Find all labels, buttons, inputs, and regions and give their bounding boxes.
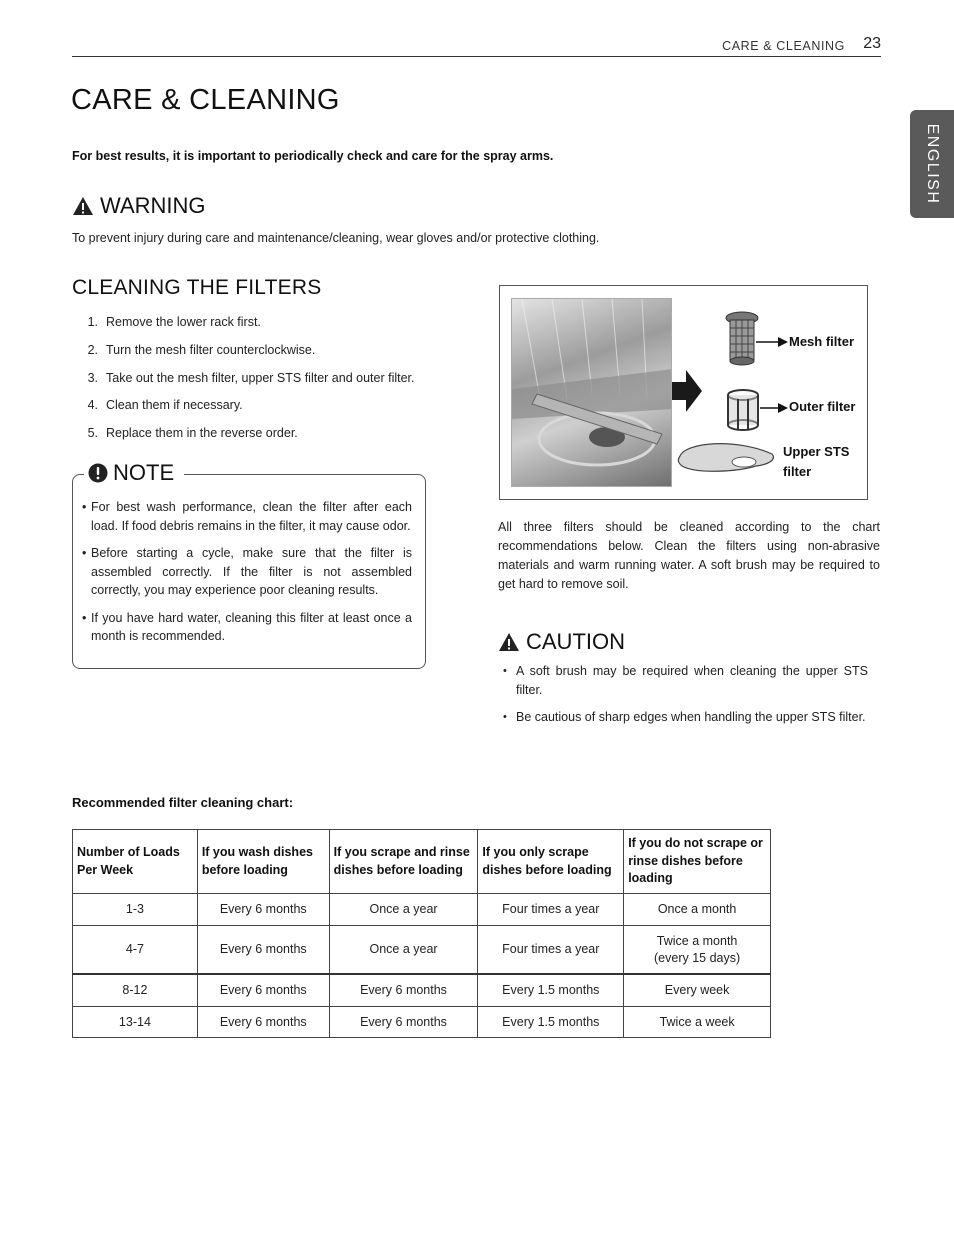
- dishwasher-interior-illustration: [511, 298, 672, 487]
- outer-filter-label: Outer filter: [789, 399, 856, 414]
- page-title: CARE & CLEANING: [71, 84, 340, 116]
- table-cell-line: (every 15 days): [654, 950, 741, 965]
- language-tab-label: ENGLISH: [924, 123, 941, 205]
- warning-icon: [72, 196, 94, 216]
- exclamation-icon: [88, 463, 108, 483]
- warning-heading: [72, 193, 206, 219]
- table-header: If you wash dishes before loading: [197, 830, 329, 894]
- upper-sts-filter-icon: [676, 440, 778, 476]
- pointer-arrow-icon: [756, 336, 788, 348]
- intro-text: For best results, it is important to periodically check and care for the spray arms.: [72, 149, 554, 163]
- filters-paragraph: All three filters should be cleaned according to the chart recommendations below. Clean the filters using non-abrasive materials and warm running water. A soft brush may be required to get hard to remove soil.: [498, 520, 880, 591]
- step-text: Clean them if necessary.: [106, 398, 243, 413]
- list-item: • For best wash performance, clean the filter after each load. If food debris remains in the filter, it may cause odor.: [82, 498, 412, 535]
- table-cell: 4-7: [73, 926, 198, 975]
- caution-list: [503, 662, 868, 735]
- upper-sts-filter-label: [783, 442, 849, 482]
- filter-cleaning-table: [72, 829, 771, 1038]
- chart-title: Recommended filter cleaning chart:: [72, 795, 294, 810]
- upper-sts-filter-label-line1: Upper STS: [783, 444, 850, 459]
- list-item: [72, 371, 472, 399]
- step-text: Take out the mesh filter, upper STS filter and outer filter.: [106, 370, 415, 385]
- page-number: 23: [863, 35, 881, 52]
- table-row: [73, 974, 771, 1007]
- table-cell: Once a year: [329, 894, 478, 926]
- caution-heading-label: CAUTION: [526, 629, 625, 654]
- step-number: 3.: [87, 370, 98, 385]
- table-cell: Once a month: [624, 894, 771, 926]
- note-heading: [84, 460, 184, 486]
- table-row: [73, 926, 771, 975]
- table-cell: [624, 926, 771, 975]
- caution-heading: [498, 629, 625, 655]
- step-number: 2.: [87, 342, 98, 357]
- table-cell: Four times a year: [478, 894, 624, 926]
- pointer-arrow-icon: [760, 402, 788, 414]
- note-list: [82, 498, 412, 655]
- list-item: • A soft brush may be required when cleaning the upper STS filter.: [503, 662, 868, 700]
- table-cell: 8-12: [73, 974, 198, 1007]
- list-item: • Be cautious of sharp edges when handling the upper STS filter.: [503, 708, 868, 727]
- mesh-filter-label: Mesh filter: [789, 334, 855, 349]
- running-header: [72, 36, 881, 57]
- warning-text: To prevent injury during care and maintenance/cleaning, wear gloves and/or protective clothing.: [72, 231, 600, 245]
- step-number: 5.: [87, 426, 98, 441]
- table-row: [73, 894, 771, 926]
- table-cell: Every 6 months: [197, 974, 329, 1007]
- step-text: Turn the mesh filter counterclockwise.: [106, 342, 316, 357]
- table-cell: Every 6 months: [197, 926, 329, 975]
- table-cell: 13-14: [73, 1007, 198, 1038]
- step-text: Remove the lower rack first.: [106, 315, 261, 329]
- language-tab: [910, 110, 954, 218]
- table-header: If you scrape and rinse dishes before loading: [329, 830, 478, 894]
- note-heading-label: NOTE: [113, 460, 175, 485]
- table-cell-line: Twice a month: [656, 933, 738, 948]
- running-header-section: CARE & CLEANING: [722, 39, 845, 53]
- list-item: [72, 398, 472, 426]
- table-cell: Every week: [624, 974, 771, 1007]
- warning-icon: [498, 632, 520, 652]
- steps-list: [72, 315, 472, 454]
- step-number: 1.: [87, 315, 98, 329]
- table-cell: Every 6 months: [329, 1007, 478, 1038]
- table-header-row: [73, 830, 771, 894]
- step-number: 4.: [87, 398, 98, 413]
- upper-sts-filter-label-line2: filter: [783, 464, 812, 479]
- table-cell: Twice a week: [624, 1007, 771, 1038]
- table-header: If you only scrape dishes before loading: [478, 830, 624, 894]
- table-cell: Once a year: [329, 926, 478, 975]
- table-cell: Every 6 months: [197, 1007, 329, 1038]
- table-cell: Every 1.5 months: [478, 1007, 624, 1038]
- arrow-right-icon: [672, 370, 702, 412]
- table-cell: 1-3: [73, 894, 198, 926]
- warning-heading-label: WARNING: [100, 193, 206, 218]
- step-text: Replace them in the reverse order.: [106, 426, 298, 441]
- table-cell: Four times a year: [478, 926, 624, 975]
- section-heading-cleaning-filters: CLEANING THE FILTERS: [72, 276, 322, 299]
- table-header: Number of Loads Per Week: [73, 830, 198, 894]
- table-row: [73, 1007, 771, 1038]
- outer-filter-icon: [724, 388, 762, 432]
- table-cell: Every 6 months: [329, 974, 478, 1007]
- list-item: [72, 343, 472, 371]
- list-item: • Before starting a cycle, make sure that the filter is assembled correctly. If the filter is not assembled correctly, you may experience poor cleaning results.: [82, 544, 412, 600]
- list-item: [72, 426, 472, 454]
- table-cell: Every 1.5 months: [478, 974, 624, 1007]
- table-header: If you do not scrape or rinse dishes before loading: [624, 830, 771, 894]
- list-item: • If you have hard water, cleaning this filter at least once a month is recommended.: [82, 609, 412, 646]
- table-cell: Every 6 months: [197, 894, 329, 926]
- list-item: [72, 315, 472, 343]
